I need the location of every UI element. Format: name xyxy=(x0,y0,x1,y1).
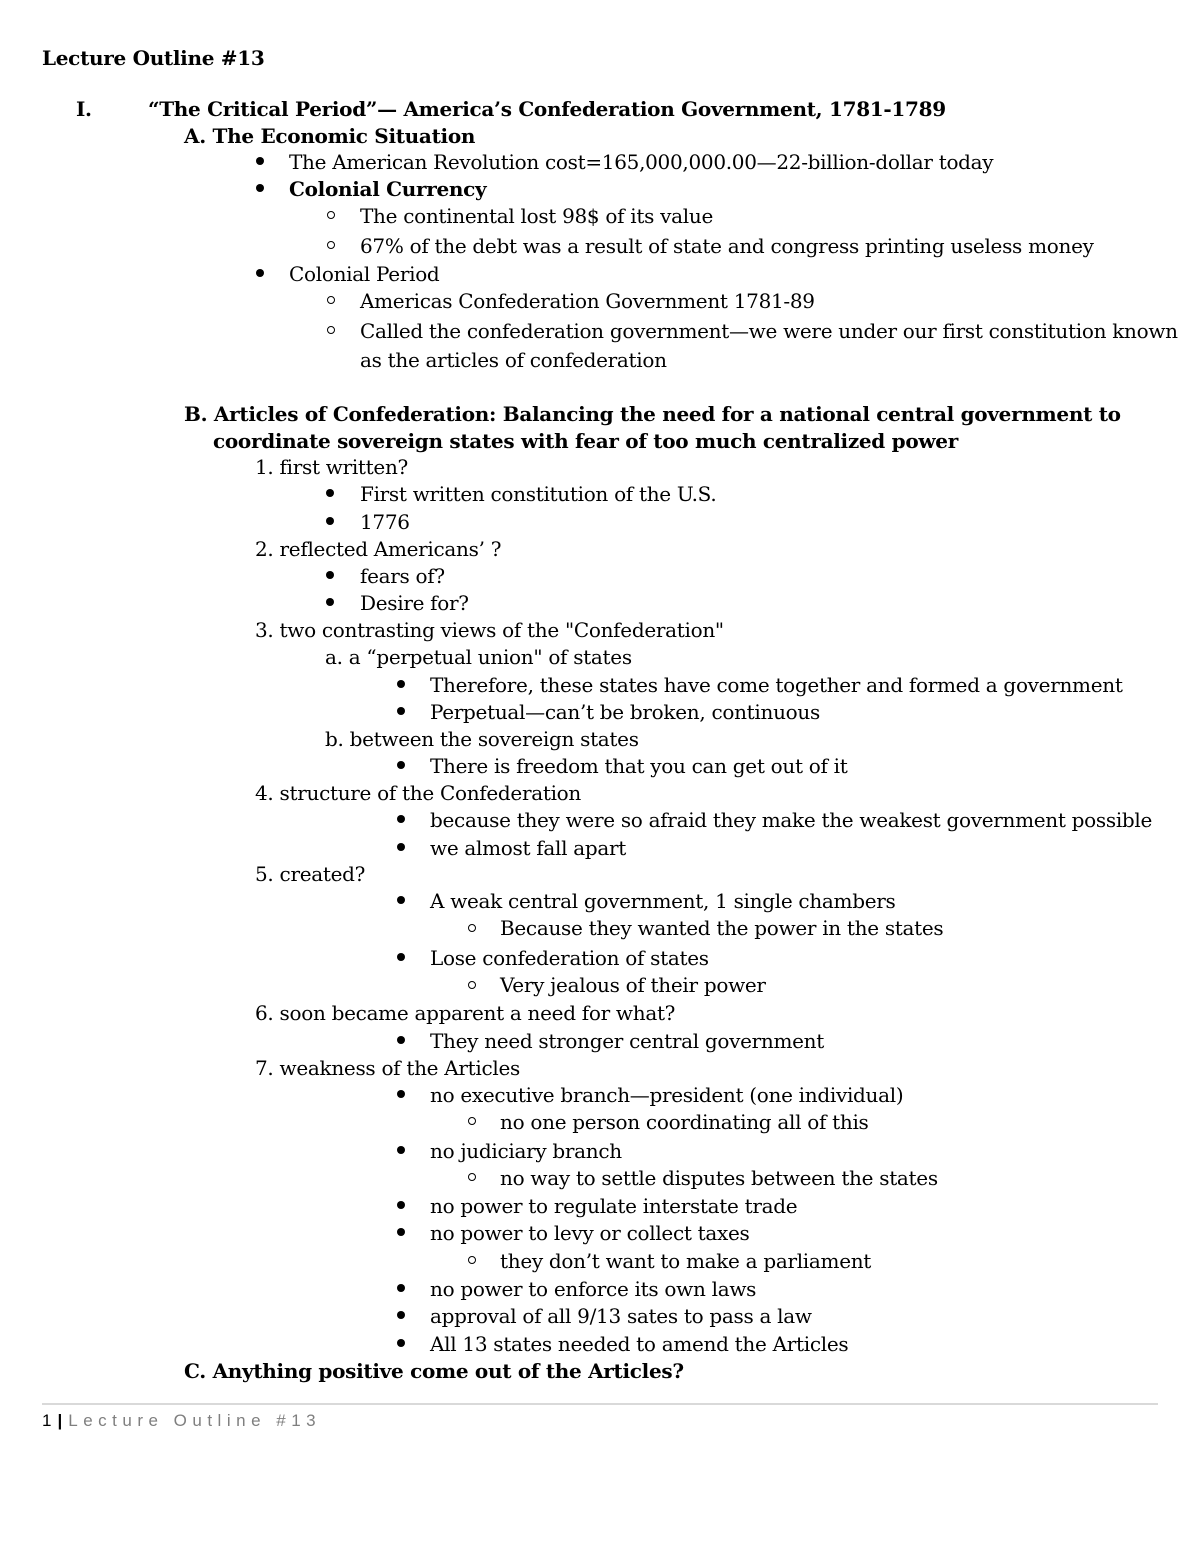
lettered-item: b. between the sovereign states xyxy=(325,727,639,751)
circle-bullet-icon xyxy=(468,924,476,932)
circle-bullet-icon xyxy=(327,211,335,219)
list-item: The continental lost 98$ of its value xyxy=(360,204,714,228)
numbered-item: 7. weakness of the Articles xyxy=(255,1056,520,1080)
numbered-item: 2. reflected Americans’ ? xyxy=(255,537,502,561)
list-item: no one person coordinating all of this xyxy=(500,1110,869,1134)
list-item: because they were so afraid they make the weakest government possible xyxy=(430,808,1153,832)
list-item: They need stronger central government xyxy=(430,1029,824,1053)
bullet-icon xyxy=(256,157,264,165)
list-item: they don’t want to make a parliament xyxy=(500,1249,872,1273)
bullet-icon xyxy=(397,1146,405,1154)
bullet-icon xyxy=(397,953,405,961)
bullet-icon xyxy=(326,571,334,579)
list-item: no way to settle disputes between the states xyxy=(500,1166,938,1190)
bullet-icon xyxy=(326,489,334,497)
list-item: no executive branch—president (one individual) xyxy=(430,1083,904,1107)
bullet-icon xyxy=(397,761,405,769)
bullet-icon xyxy=(397,896,405,904)
circle-bullet-icon xyxy=(468,1117,476,1125)
list-item: Called the confederation government—we were under our first constitution known xyxy=(360,319,1178,343)
list-item-continuation: as the articles of confederation xyxy=(360,348,667,372)
list-item: The American Revolution cost=165,000,000.00—22-billion-dollar today xyxy=(289,150,994,174)
list-item: Because they wanted the power in the states xyxy=(500,916,944,940)
list-item: Colonial Period xyxy=(289,262,440,286)
list-item: fears of? xyxy=(360,564,445,588)
footer-divider xyxy=(42,1403,1158,1405)
bullet-icon xyxy=(397,1201,405,1209)
numbered-item: 1. first written? xyxy=(255,455,408,479)
circle-bullet-icon xyxy=(468,1256,476,1264)
bullet-icon xyxy=(397,707,405,715)
bullet-icon xyxy=(326,517,334,525)
list-item: approval of all 9/13 sates to pass a law xyxy=(430,1304,812,1328)
bullet-icon xyxy=(397,1311,405,1319)
bullet-icon xyxy=(397,815,405,823)
bullet-icon xyxy=(397,680,405,688)
bullet-icon xyxy=(397,1339,405,1347)
list-item: no judiciary branch xyxy=(430,1139,622,1163)
numbered-item: 6. soon became apparent a need for what? xyxy=(255,1001,676,1025)
page-footer xyxy=(42,1409,321,1433)
list-item: no power to enforce its own laws xyxy=(430,1277,757,1301)
list-item: Lose confederation of states xyxy=(430,946,709,970)
doc-title: Lecture Outline #13 xyxy=(42,46,265,70)
lettered-item: a. a “perpetual union" of states xyxy=(325,645,632,669)
list-item: 1776 xyxy=(360,510,410,534)
numbered-item: 5. created? xyxy=(255,862,366,886)
circle-bullet-icon xyxy=(327,241,335,249)
bullet-icon xyxy=(397,1036,405,1044)
list-item: Desire for? xyxy=(360,591,469,615)
list-item: Colonial Currency xyxy=(289,177,487,201)
bullet-icon xyxy=(256,184,264,192)
subsection-c-heading: C. Anything positive come out of the Articles? xyxy=(184,1359,684,1383)
bullet-icon xyxy=(397,1090,405,1098)
bullet-icon xyxy=(397,843,405,851)
numbered-item: 4. structure of the Confederation xyxy=(255,781,582,805)
subsection-b-heading: B. Articles of Confederation: Balancing the need for a national central government to xyxy=(184,402,1121,426)
circle-bullet-icon xyxy=(468,981,476,989)
footer-text: Lecture Outline #13 xyxy=(68,1411,322,1430)
list-item: First written constitution of the U.S. xyxy=(360,482,717,506)
list-item: we almost fall apart xyxy=(430,836,627,860)
footer-separator: | xyxy=(57,1411,63,1430)
section-number: I. xyxy=(76,97,92,121)
list-item: Therefore, these states have come together and formed a government xyxy=(430,673,1123,697)
list-item: Americas Confederation Government 1781-89 xyxy=(360,289,815,313)
bullet-icon xyxy=(397,1228,405,1236)
list-item: no power to regulate interstate trade xyxy=(430,1194,798,1218)
circle-bullet-icon xyxy=(327,326,335,334)
bullet-icon xyxy=(326,598,334,606)
list-item: no power to levy or collect taxes xyxy=(430,1221,750,1245)
list-item: 67% of the debt was a result of state and congress printing useless money xyxy=(360,234,1094,258)
subsection-a-heading: A. The Economic Situation xyxy=(184,124,476,148)
list-item: All 13 states needed to amend the Articles xyxy=(430,1332,849,1356)
list-item: Very jealous of their power xyxy=(500,973,766,997)
subsection-b-heading-cont: coordinate sovereign states with fear of too much centralized power xyxy=(213,429,958,453)
list-item: There is freedom that you can get out of it xyxy=(430,754,848,778)
list-item: Perpetual—can’t be broken, continuous xyxy=(430,700,820,724)
section-heading: “The Critical Period”— America’s Confederation Government, 1781-1789 xyxy=(148,97,946,121)
bullet-icon xyxy=(397,1284,405,1292)
circle-bullet-icon xyxy=(468,1173,476,1181)
page-number: 1 xyxy=(42,1411,52,1430)
circle-bullet-icon xyxy=(327,296,335,304)
bullet-icon xyxy=(256,269,264,277)
numbered-item: 3. two contrasting views of the "Confederation" xyxy=(255,618,724,642)
list-item: A weak central government, 1 single chambers xyxy=(430,889,896,913)
